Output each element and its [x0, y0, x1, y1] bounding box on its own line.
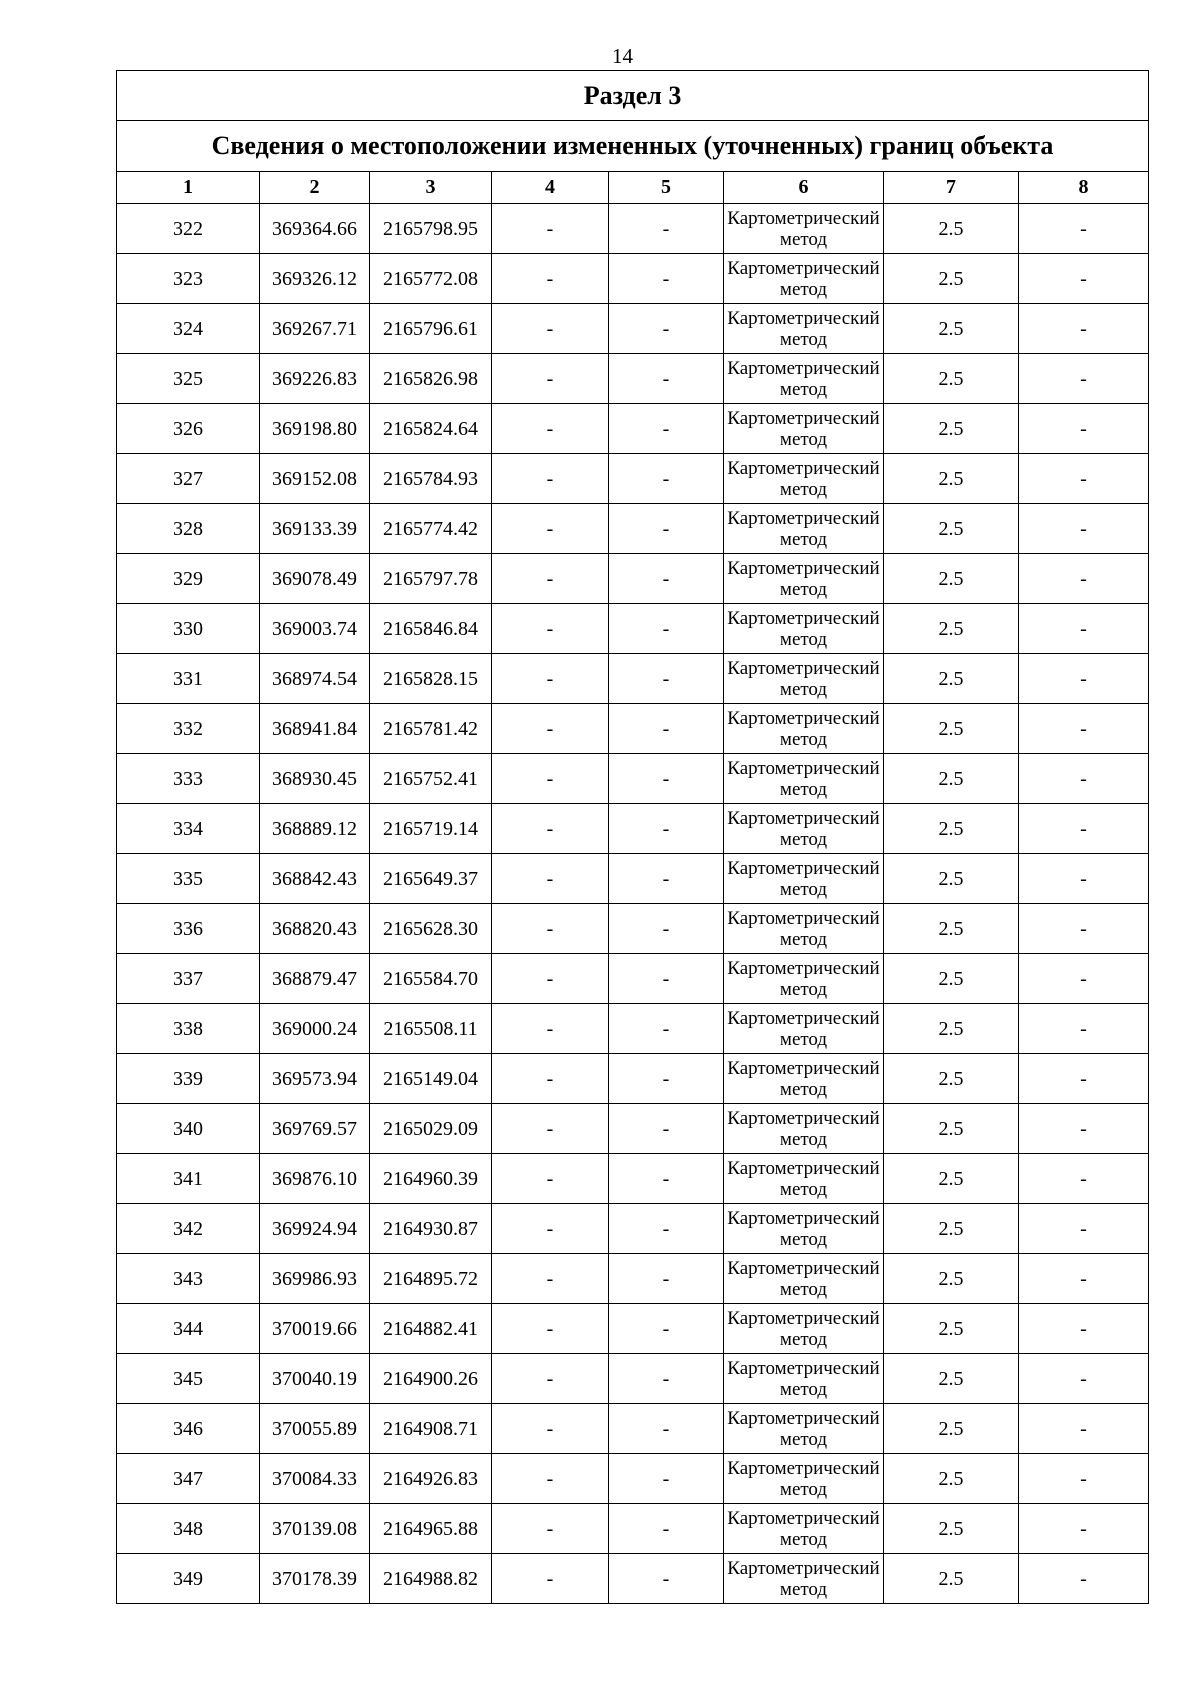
- table-row: [117, 304, 1149, 354]
- column-4-value-cell: -: [492, 504, 609, 554]
- column-8-value-cell: -: [1019, 354, 1149, 404]
- coordinate-y-cell: 2164908.71: [370, 1404, 492, 1454]
- point-number-cell: 349: [117, 1554, 260, 1604]
- table-row: [117, 1204, 1149, 1254]
- coordinate-x-cell: 369876.10: [260, 1154, 370, 1204]
- coordinate-y-cell: 2165798.95: [370, 204, 492, 254]
- column-8-value-cell: -: [1019, 754, 1149, 804]
- column-4-value-cell: -: [492, 1154, 609, 1204]
- table-row: [117, 1504, 1149, 1554]
- point-number-cell: 333: [117, 754, 260, 804]
- accuracy-value-cell: 2.5: [884, 504, 1019, 554]
- column-8-value-cell: -: [1019, 1404, 1149, 1454]
- method-cell: Картометрический метод: [724, 1204, 884, 1254]
- coordinate-y-cell: 2165149.04: [370, 1054, 492, 1104]
- method-cell: Картометрический метод: [724, 554, 884, 604]
- column-8-value-cell: -: [1019, 554, 1149, 604]
- column-8-value-cell: -: [1019, 1454, 1149, 1504]
- column-5-value-cell: -: [609, 554, 724, 604]
- coordinate-x-cell: 369364.66: [260, 204, 370, 254]
- table-row: [117, 254, 1149, 304]
- column-8-value-cell: -: [1019, 1054, 1149, 1104]
- method-cell: Картометрический метод: [724, 1154, 884, 1204]
- column-5-value-cell: -: [609, 1004, 724, 1054]
- point-number-cell: 325: [117, 354, 260, 404]
- table-row: [117, 804, 1149, 854]
- coordinate-y-cell: 2165784.93: [370, 454, 492, 504]
- table-row: [117, 1104, 1149, 1154]
- point-number-cell: 346: [117, 1404, 260, 1454]
- table-row: [117, 1154, 1149, 1204]
- coordinate-y-cell: 2165772.08: [370, 254, 492, 304]
- column-4-value-cell: -: [492, 1504, 609, 1554]
- column-5-value-cell: -: [609, 754, 724, 804]
- coordinate-x-cell: 370084.33: [260, 1454, 370, 1504]
- column-number-row: [117, 172, 1149, 204]
- accuracy-value-cell: 2.5: [884, 454, 1019, 504]
- point-number-cell: 345: [117, 1354, 260, 1404]
- column-4-value-cell: -: [492, 1454, 609, 1504]
- point-number-cell: 341: [117, 1154, 260, 1204]
- column-5-value-cell: -: [609, 1204, 724, 1254]
- column-5-value-cell: -: [609, 604, 724, 654]
- column-8-value-cell: -: [1019, 1004, 1149, 1054]
- table-row: [117, 204, 1149, 254]
- table-row: [117, 904, 1149, 954]
- table-row: [117, 554, 1149, 604]
- coordinate-y-cell: 2164988.82: [370, 1554, 492, 1604]
- point-number-cell: 344: [117, 1304, 260, 1354]
- method-cell: Картометрический метод: [724, 754, 884, 804]
- column-8-value-cell: -: [1019, 954, 1149, 1004]
- column-4-value-cell: -: [492, 354, 609, 404]
- column-8-value-cell: -: [1019, 204, 1149, 254]
- column-4-value-cell: -: [492, 204, 609, 254]
- column-5-value-cell: -: [609, 804, 724, 854]
- accuracy-value-cell: 2.5: [884, 654, 1019, 704]
- method-cell: Картометрический метод: [724, 804, 884, 854]
- column-4-value-cell: -: [492, 704, 609, 754]
- method-cell: Картометрический метод: [724, 904, 884, 954]
- coordinate-y-cell: 2165826.98: [370, 354, 492, 404]
- point-number-cell: 328: [117, 504, 260, 554]
- accuracy-value-cell: 2.5: [884, 954, 1019, 1004]
- coordinate-x-cell: 368842.43: [260, 854, 370, 904]
- column-5-value-cell: -: [609, 1404, 724, 1454]
- column-header: 3: [370, 172, 492, 204]
- point-number-cell: 323: [117, 254, 260, 304]
- coordinate-y-cell: 2165508.11: [370, 1004, 492, 1054]
- method-cell: Картометрический метод: [724, 1104, 884, 1154]
- point-number-cell: 329: [117, 554, 260, 604]
- column-5-value-cell: -: [609, 1104, 724, 1154]
- column-5-value-cell: -: [609, 504, 724, 554]
- coordinate-x-cell: 369003.74: [260, 604, 370, 654]
- point-number-cell: 324: [117, 304, 260, 354]
- accuracy-value-cell: 2.5: [884, 1154, 1019, 1204]
- accuracy-value-cell: 2.5: [884, 254, 1019, 304]
- section-subtitle: Сведения о местоположении измененных (уточненных) границ объекта: [117, 121, 1149, 172]
- method-cell: Картометрический метод: [724, 1454, 884, 1504]
- column-5-value-cell: -: [609, 404, 724, 454]
- table-row: [117, 404, 1149, 454]
- column-5-value-cell: -: [609, 1454, 724, 1504]
- point-number-cell: 339: [117, 1054, 260, 1104]
- table-row: [117, 504, 1149, 554]
- coordinate-y-cell: 2165797.78: [370, 554, 492, 604]
- column-4-value-cell: -: [492, 1304, 609, 1354]
- coordinate-x-cell: 368941.84: [260, 704, 370, 754]
- coordinate-x-cell: 369152.08: [260, 454, 370, 504]
- column-8-value-cell: -: [1019, 1504, 1149, 1554]
- coordinate-x-cell: 369573.94: [260, 1054, 370, 1104]
- coordinate-y-cell: 2165649.37: [370, 854, 492, 904]
- method-cell: Картометрический метод: [724, 304, 884, 354]
- method-cell: Картометрический метод: [724, 1304, 884, 1354]
- coordinate-y-cell: 2165828.15: [370, 654, 492, 704]
- accuracy-value-cell: 2.5: [884, 804, 1019, 854]
- column-5-value-cell: -: [609, 304, 724, 354]
- column-4-value-cell: -: [492, 604, 609, 654]
- point-number-cell: 348: [117, 1504, 260, 1554]
- point-number-cell: 330: [117, 604, 260, 654]
- method-cell: Картометрический метод: [724, 654, 884, 704]
- table-row: [117, 1054, 1149, 1104]
- coordinate-x-cell: 368879.47: [260, 954, 370, 1004]
- method-cell: Картометрический метод: [724, 1504, 884, 1554]
- coordinate-x-cell: 369000.24: [260, 1004, 370, 1054]
- point-number-cell: 340: [117, 1104, 260, 1154]
- point-number-cell: 334: [117, 804, 260, 854]
- column-4-value-cell: -: [492, 804, 609, 854]
- column-5-value-cell: -: [609, 904, 724, 954]
- accuracy-value-cell: 2.5: [884, 1554, 1019, 1604]
- column-4-value-cell: -: [492, 1204, 609, 1254]
- column-5-value-cell: -: [609, 1554, 724, 1604]
- column-5-value-cell: -: [609, 354, 724, 404]
- method-cell: Картометрический метод: [724, 1054, 884, 1104]
- method-cell: Картометрический метод: [724, 354, 884, 404]
- method-cell: Картометрический метод: [724, 254, 884, 304]
- table-row: [117, 1354, 1149, 1404]
- column-header: 6: [724, 172, 884, 204]
- column-8-value-cell: -: [1019, 1254, 1149, 1304]
- accuracy-value-cell: 2.5: [884, 1304, 1019, 1354]
- coordinate-x-cell: 369267.71: [260, 304, 370, 354]
- coordinate-x-cell: 369986.93: [260, 1254, 370, 1304]
- column-4-value-cell: -: [492, 454, 609, 504]
- coordinate-y-cell: 2164965.88: [370, 1504, 492, 1554]
- coordinate-x-cell: 370019.66: [260, 1304, 370, 1354]
- table-row: [117, 754, 1149, 804]
- accuracy-value-cell: 2.5: [884, 1054, 1019, 1104]
- column-5-value-cell: -: [609, 204, 724, 254]
- point-number-cell: 338: [117, 1004, 260, 1054]
- column-header: 7: [884, 172, 1019, 204]
- column-8-value-cell: -: [1019, 804, 1149, 854]
- column-4-value-cell: -: [492, 1554, 609, 1604]
- column-4-value-cell: -: [492, 1004, 609, 1054]
- coordinate-y-cell: 2164900.26: [370, 1354, 492, 1404]
- method-cell: Картометрический метод: [724, 204, 884, 254]
- method-cell: Картометрический метод: [724, 1404, 884, 1454]
- point-number-cell: 335: [117, 854, 260, 904]
- accuracy-value-cell: 2.5: [884, 904, 1019, 954]
- method-cell: Картометрический метод: [724, 404, 884, 454]
- coordinate-x-cell: 370055.89: [260, 1404, 370, 1454]
- column-5-value-cell: -: [609, 704, 724, 754]
- accuracy-value-cell: 2.5: [884, 604, 1019, 654]
- point-number-cell: 327: [117, 454, 260, 504]
- column-5-value-cell: -: [609, 1504, 724, 1554]
- method-cell: Картометрический метод: [724, 504, 884, 554]
- coordinate-y-cell: 2165824.64: [370, 404, 492, 454]
- table-body: [117, 204, 1149, 1604]
- accuracy-value-cell: 2.5: [884, 1104, 1019, 1154]
- column-5-value-cell: -: [609, 1154, 724, 1204]
- point-number-cell: 322: [117, 204, 260, 254]
- column-4-value-cell: -: [492, 1104, 609, 1154]
- accuracy-value-cell: 2.5: [884, 1354, 1019, 1404]
- coordinate-x-cell: 370139.08: [260, 1504, 370, 1554]
- method-cell: Картометрический метод: [724, 1004, 884, 1054]
- method-cell: Картометрический метод: [724, 454, 884, 504]
- accuracy-value-cell: 2.5: [884, 1504, 1019, 1554]
- column-8-value-cell: -: [1019, 1154, 1149, 1204]
- column-header: 8: [1019, 172, 1149, 204]
- column-8-value-cell: -: [1019, 1554, 1149, 1604]
- coordinate-y-cell: 2165774.42: [370, 504, 492, 554]
- table-row: [117, 704, 1149, 754]
- table-row: [117, 1004, 1149, 1054]
- column-8-value-cell: -: [1019, 454, 1149, 504]
- coordinate-x-cell: 370040.19: [260, 1354, 370, 1404]
- method-cell: Картометрический метод: [724, 1254, 884, 1304]
- column-5-value-cell: -: [609, 854, 724, 904]
- column-8-value-cell: -: [1019, 1304, 1149, 1354]
- method-cell: Картометрический метод: [724, 604, 884, 654]
- column-8-value-cell: -: [1019, 1204, 1149, 1254]
- method-cell: Картометрический метод: [724, 854, 884, 904]
- table-row: [117, 954, 1149, 1004]
- column-4-value-cell: -: [492, 304, 609, 354]
- accuracy-value-cell: 2.5: [884, 1204, 1019, 1254]
- accuracy-value-cell: 2.5: [884, 204, 1019, 254]
- accuracy-value-cell: 2.5: [884, 1404, 1019, 1454]
- accuracy-value-cell: 2.5: [884, 1004, 1019, 1054]
- coordinate-x-cell: 369198.80: [260, 404, 370, 454]
- column-4-value-cell: -: [492, 404, 609, 454]
- point-number-cell: 347: [117, 1454, 260, 1504]
- coordinate-x-cell: 369769.57: [260, 1104, 370, 1154]
- page-number: 14: [612, 44, 633, 68]
- table-row: [117, 654, 1149, 704]
- column-4-value-cell: -: [492, 904, 609, 954]
- column-8-value-cell: -: [1019, 904, 1149, 954]
- column-4-value-cell: -: [492, 1404, 609, 1454]
- column-5-value-cell: -: [609, 954, 724, 1004]
- column-4-value-cell: -: [492, 854, 609, 904]
- accuracy-value-cell: 2.5: [884, 704, 1019, 754]
- coordinate-x-cell: 369133.39: [260, 504, 370, 554]
- point-number-cell: 336: [117, 904, 260, 954]
- column-8-value-cell: -: [1019, 504, 1149, 554]
- coordinate-y-cell: 2165719.14: [370, 804, 492, 854]
- point-number-cell: 343: [117, 1254, 260, 1304]
- column-4-value-cell: -: [492, 554, 609, 604]
- method-cell: Картометрический метод: [724, 1354, 884, 1404]
- coordinate-y-cell: 2164926.83: [370, 1454, 492, 1504]
- method-cell: Картометрический метод: [724, 1554, 884, 1604]
- coordinate-x-cell: 368889.12: [260, 804, 370, 854]
- coordinate-x-cell: 368820.43: [260, 904, 370, 954]
- table-row: [117, 1454, 1149, 1504]
- coordinate-y-cell: 2165796.61: [370, 304, 492, 354]
- column-8-value-cell: -: [1019, 854, 1149, 904]
- coordinate-y-cell: 2164895.72: [370, 1254, 492, 1304]
- accuracy-value-cell: 2.5: [884, 554, 1019, 604]
- coordinate-y-cell: 2164930.87: [370, 1204, 492, 1254]
- coordinate-x-cell: 369326.12: [260, 254, 370, 304]
- column-8-value-cell: -: [1019, 1354, 1149, 1404]
- column-4-value-cell: -: [492, 754, 609, 804]
- column-5-value-cell: -: [609, 1304, 724, 1354]
- accuracy-value-cell: 2.5: [884, 854, 1019, 904]
- coordinate-y-cell: 2164882.41: [370, 1304, 492, 1354]
- column-8-value-cell: -: [1019, 404, 1149, 454]
- coordinate-y-cell: 2165781.42: [370, 704, 492, 754]
- column-8-value-cell: -: [1019, 654, 1149, 704]
- section-title: Раздел 3: [117, 71, 1149, 121]
- column-header: 5: [609, 172, 724, 204]
- coordinate-x-cell: 369078.49: [260, 554, 370, 604]
- point-number-cell: 342: [117, 1204, 260, 1254]
- column-8-value-cell: -: [1019, 1104, 1149, 1154]
- point-number-cell: 326: [117, 404, 260, 454]
- column-4-value-cell: -: [492, 1354, 609, 1404]
- accuracy-value-cell: 2.5: [884, 354, 1019, 404]
- point-number-cell: 337: [117, 954, 260, 1004]
- column-5-value-cell: -: [609, 1054, 724, 1104]
- point-number-cell: 331: [117, 654, 260, 704]
- accuracy-value-cell: 2.5: [884, 404, 1019, 454]
- accuracy-value-cell: 2.5: [884, 754, 1019, 804]
- method-cell: Картометрический метод: [724, 954, 884, 1004]
- column-4-value-cell: -: [492, 954, 609, 1004]
- table-row: [117, 354, 1149, 404]
- column-5-value-cell: -: [609, 254, 724, 304]
- method-cell: Картометрический метод: [724, 704, 884, 754]
- coordinate-x-cell: 369924.94: [260, 1204, 370, 1254]
- coordinate-y-cell: 2165628.30: [370, 904, 492, 954]
- table-row: [117, 454, 1149, 504]
- table-row: [117, 1554, 1149, 1604]
- column-5-value-cell: -: [609, 1254, 724, 1304]
- accuracy-value-cell: 2.5: [884, 304, 1019, 354]
- column-5-value-cell: -: [609, 654, 724, 704]
- coordinate-x-cell: 370178.39: [260, 1554, 370, 1604]
- coordinate-y-cell: 2164960.39: [370, 1154, 492, 1204]
- coordinate-y-cell: 2165752.41: [370, 754, 492, 804]
- column-header: 1: [117, 172, 260, 204]
- column-header: 2: [260, 172, 370, 204]
- table-row: [117, 604, 1149, 654]
- column-8-value-cell: -: [1019, 704, 1149, 754]
- coordinate-y-cell: 2165846.84: [370, 604, 492, 654]
- table-row: [117, 1304, 1149, 1354]
- column-4-value-cell: -: [492, 654, 609, 704]
- accuracy-value-cell: 2.5: [884, 1454, 1019, 1504]
- accuracy-value-cell: 2.5: [884, 1254, 1019, 1304]
- column-4-value-cell: -: [492, 1054, 609, 1104]
- coordinate-y-cell: 2165029.09: [370, 1104, 492, 1154]
- column-4-value-cell: -: [492, 1254, 609, 1304]
- coordinate-x-cell: 369226.83: [260, 354, 370, 404]
- table-row: [117, 1254, 1149, 1304]
- coordinate-x-cell: 368930.45: [260, 754, 370, 804]
- boundary-table: [116, 70, 1149, 1604]
- column-8-value-cell: -: [1019, 604, 1149, 654]
- column-8-value-cell: -: [1019, 254, 1149, 304]
- point-number-cell: 332: [117, 704, 260, 754]
- column-8-value-cell: -: [1019, 304, 1149, 354]
- column-5-value-cell: -: [609, 1354, 724, 1404]
- coordinate-y-cell: 2165584.70: [370, 954, 492, 1004]
- table-row: [117, 1404, 1149, 1454]
- table-row: [117, 854, 1149, 904]
- column-header: 4: [492, 172, 609, 204]
- coordinate-x-cell: 368974.54: [260, 654, 370, 704]
- column-5-value-cell: -: [609, 454, 724, 504]
- column-4-value-cell: -: [492, 254, 609, 304]
